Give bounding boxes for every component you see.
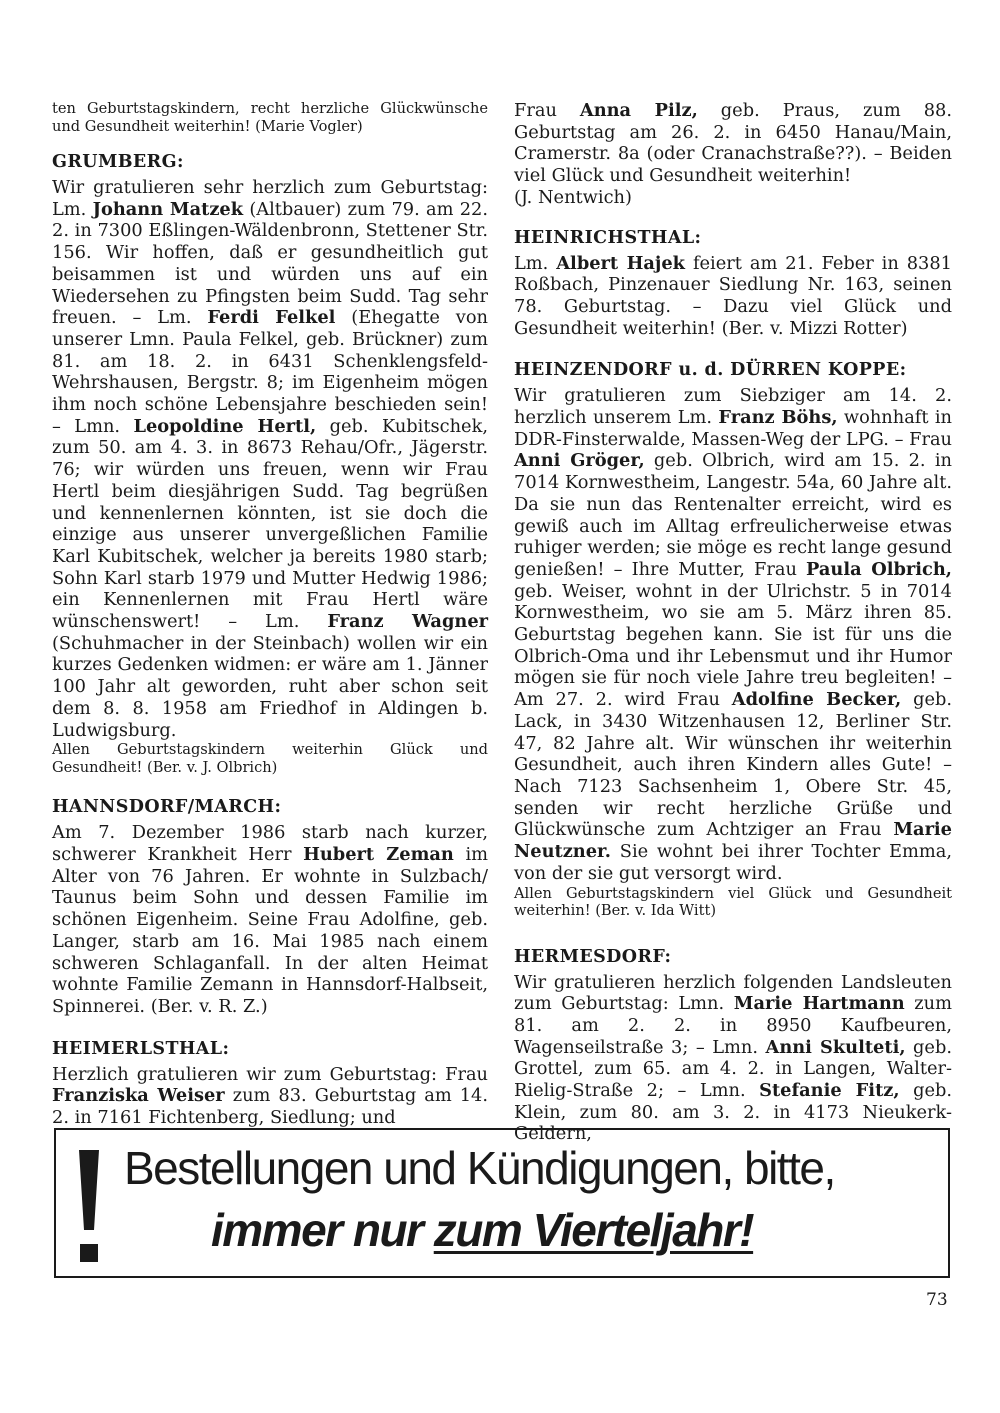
notice-line-2-underlined: zum Vierteljahr! [433,1204,754,1256]
paragraph-heinzendorf: Wir gratulieren zum Siebziger am 14. 2. herzlich unserem Lm. Franz Böhs, wohnhaft in DDR-Finsterwalde, Massen-Weg der LPG. – Frau Anni Gröger, geb. Olbrich, wird am 15. 2. in 7014 Kornwestheim, Langestr. 54a, 60 Jahre alt. Da sie nun das Rentenalter erreicht, wird es gewiß auch im Alltag erfreulicherweise etwas ruhiger werden; sie möge es recht lange gesund genießen! – Ihre Mutter, Frau Paula Olbrich, geb. Weiser, wohnt in der Ulrichstr. 5 in 7014 Kornwestheim, wo sie am 5. März ihren 85. Geburtstag begehen kann. Sie ist für uns die Olbrich-Oma und ihr Lebensmut und ihr Humor mögen sie für noch viele Jahre treu begleiten! – Am 27. 2. wird Frau Adolfine Becker, geb. Lack, in 3430 Witzenhausen 12, Berliner Str. 47, 82 Jahre alt. Wir wünschen ihr weiterhin Gesundheit, auch ihren Kindern alles Gute! – Nach 7123 Sachsenheim 1, Obere Str. 45, senden wir recht herzliche Grüße und Glückwünsche zum Achtziger an Frau Marie Neutzner. Sie wohnt bei ihrer Tochter Emma, von der sie gut versorgt wird. [514,385,953,884]
intro-paragraph: ten Geburtstagskindern, recht herzliche Glückwünsche und Gesundheit weiterhin! (Marie Vogler) [52,100,488,135]
page-number: 73 [926,1290,948,1310]
notice-line-2 [211,1202,753,1258]
heading-hermesdorf: HERMESDORF: [514,946,672,967]
signature-nentwich: (J. Nentwich) [514,186,632,208]
right-column [514,100,952,1145]
subscription-notice-box [54,1128,950,1278]
closing-note-heinzendorf: Allen Geburtstagskindern viel Glück und Gesundheit weiterhin! (Ber. v. Ida Witt) [514,884,952,919]
paragraph-heinrichsthal: Lm. Albert Hajek feiert am 21. Feber in 8381 Roßbach, Pinzenauer Siedlung Nr. 163, seinen 78. Geburtstag. – Dazu viel Glück und Gesundheit weiterhin! (Ber. v. Mizzi Rotter) [514,252,952,339]
paragraph-grumberg: Wir gratulieren sehr herzlich zum Geburtstag: Lm. Johann Matzek (Altbauer) zum 79. am 22. 2. in 7300 Eßlingen-Wäldenbronn, Stettener Str. 156. Wir hoffen, daß er gesundheitlich gut beisammen ist und würden uns auf ein Wiedersehen zu Pfingsten beim Sudd. Tag sehr freuen. – Lm. Ferdi Felkel (Ehegatte von unserer Lmn. Paula Felkel, geb. Brückner) zum 81. am 18. 2. in 6431 Schenklengsfeld-Wehrshausen, Bergstr. 8; im Eigenheim mögen ihm noch schöne Lebensjahre beschieden sein! – Lmn. Leopoldine Hertl, geb. Kubitschek, zum 50. am 4. 3. in 8673 Rehau/Ofr., Jägerstr. 76; wir würden uns freuen, wenn wir Frau Hertl beim diesjährigen Sudd. Tag begrüßen und kennenlernen könnten, ist sie doch die einzige aus unserer unvergeßlichen Familie Karl Kubitschek, welcher ja bereits 1980 starb; Sohn Karl starb 1979 und Mutter Hedwig 1986; ein Kennenlernen mit Frau Hertl wäre wünschenswert! – Lm. Franz Wagner (Schuhmacher in der Steinbach) wollen wir ein kurzes Gedenken widmen: er wäre am 1. Jänner 100 Jahr alt geworden, ruht aber schon seit dem 8. 8. 1958 am Friedhof in Aldingen b. Ludwigsburg. [52,177,488,741]
heading-grumberg: GRUMBERG: [52,152,184,172]
paragraph-continued: Frau Anna Pilz, geb. Praus, zum 88. Geburtstag am 26. 2. in 6450 Hanau/Main, Cramerstr. 8a (oder Cranachstraße??). – Beiden viel Glück und Gesundheit weiterhin! [514,100,952,187]
paragraph-hannsdorf: Am 7. Dezember 1986 starb nach kurzer, schwerer Krankheit Herr Hubert Zeman im Alter von 76 Jahren. Er wohnte in Sulzbach/ Taunus beim Sohn und dessen Familie im schönen Eigenheim. Seine Frau Adolfine, geb. Langer, starb am 16. Mai 1985 nach einem schweren Schlaganfall. In der alten Heimat wohnte Familie Zemann in Hannsdorf-Halbseit, Spinnerei. (Ber. v. R. Z.) [52,822,488,1017]
heading-heinzendorf: HEINZENDORF u. d. DÜRREN KOPPE: [514,360,907,381]
notice-line-1: Bestellungen und Kündigungen, bitte, [124,1142,835,1194]
paragraph-hermesdorf: Wir gratulieren herzlich folgenden Landsleuten zum Geburtstag: Lmn. Marie Hartmann zum 81. am 2. 2. in 8950 Kaufbeuren, Wagenseilstraße 3; – Lmn. Anni Skulteti, geb. Grottel, zum 65. am 4. 2. in Langen, Walter-Rielig-Straße 2; – Lmn. Stefanie Fitz, geb. Klein, zum 80. am 3. 2. in 4173 Nieukerk-Geldern, [514,971,953,1145]
closing-note-grumberg: Allen Geburtstagskindern weiterhin Glück und Gesundheit! (Ber. v. J. Olbrich) [52,741,488,776]
heading-heimerlsthal: HEIMERLSTHAL: [52,1038,230,1059]
heading-hannsdorf: HANNSDORF/MARCH: [52,797,282,818]
exclamation-icon [78,1150,100,1262]
paragraph-heimerlsthal: Herzlich gratulieren wir zum Geburtstag: Frau Franziska Weiser zum 83. Geburtstag am 14. 2. in 7161 Fichtenberg, Siedlung; und [52,1063,488,1129]
heading-heinrichsthal: HEINRICHSTHAL: [514,227,702,248]
notice-line-2-prefix: immer nur [211,1204,434,1256]
left-column [52,100,488,1129]
